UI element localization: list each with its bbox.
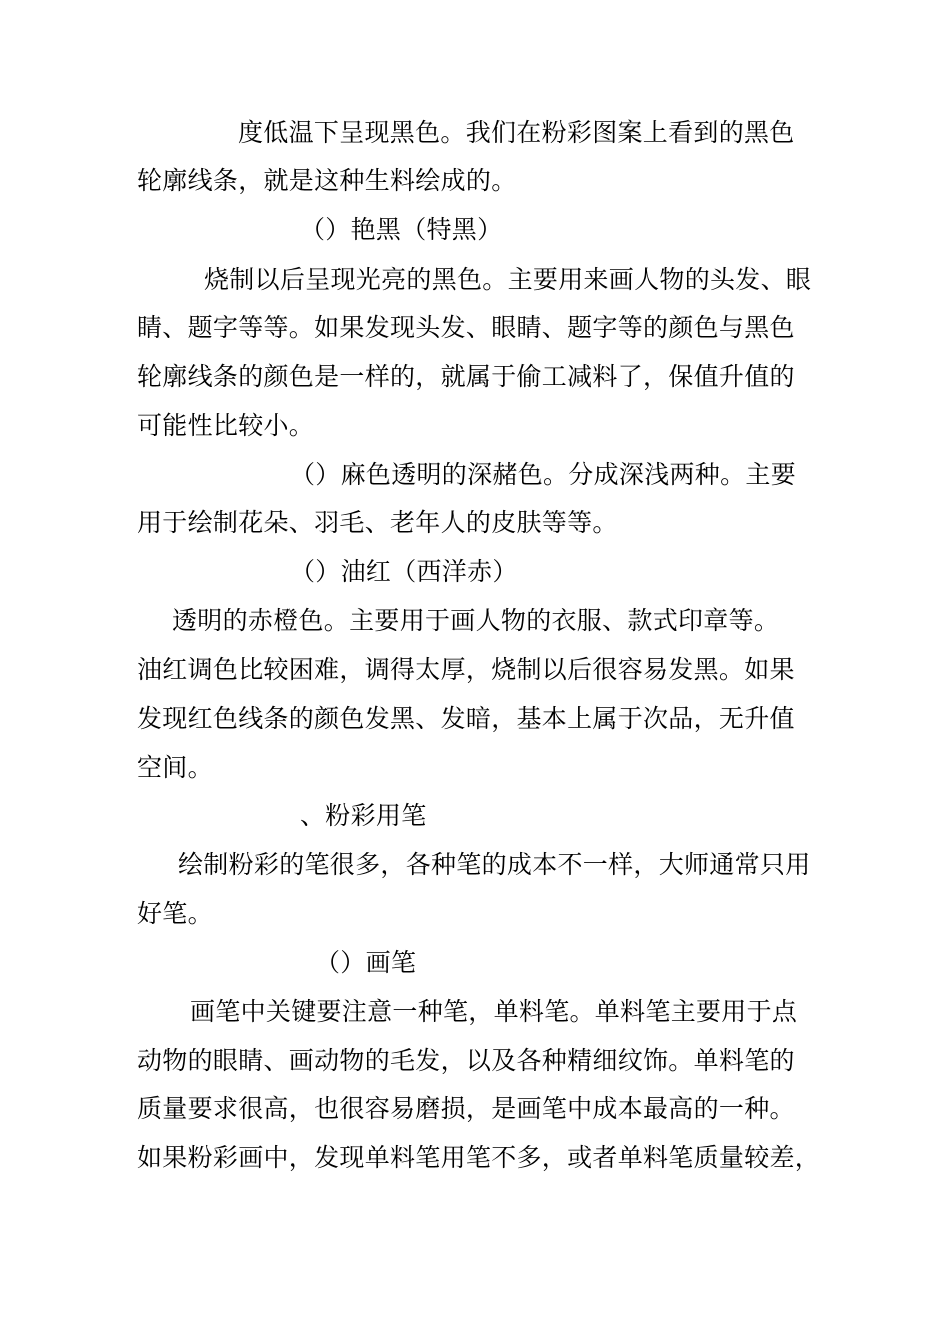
paragraph-line: 可能性比较小。 xyxy=(137,411,315,440)
paragraph-line: 轮廓线条，就是这种生料绘成的。 xyxy=(137,166,517,195)
paragraph-line: 度低温下呈现黑色。我们在粉彩图案上看到的黑色 xyxy=(238,118,795,147)
section-heading: （）麻色透明的深赭色。分成深浅两种。主要 xyxy=(290,460,797,489)
paragraph-line: 油红调色比较困难，调得太厚，烧制以后很容易发黑。如果 xyxy=(137,655,795,684)
paragraph-line: 如果粉彩画中，发现单料笔用笔不多，或者单料笔质量较差， xyxy=(137,1143,821,1172)
paragraph-line: 动物的眼睛、画动物的毛发，以及各种精细纹饰。单料笔的 xyxy=(137,1046,795,1075)
paragraph-line: 画笔中关键要注意一种笔，单料笔。单料笔主要用于点 xyxy=(190,997,798,1026)
paragraph-line: 用于绘制花朵、羽毛、老年人的皮肤等等。 xyxy=(137,508,618,537)
paragraph-line: 绘制粉彩的笔很多，各种笔的成本不一样，大师通常只用 xyxy=(178,850,811,879)
paragraph-line: 轮廓线条的颜色是一样的，就属于偷工减料了，保值升值的 xyxy=(137,362,795,391)
section-heading: （）艳黑（特黑） xyxy=(300,215,503,244)
section-heading: 、粉彩用笔 xyxy=(300,801,427,830)
paragraph-line: 好笔。 xyxy=(137,899,213,928)
paragraph-line: 烧制以后呈现光亮的黑色。主要用来画人物的头发、眼 xyxy=(204,265,812,294)
paragraph-line: 透明的赤橙色。主要用于画人物的衣服、款式印章等。 xyxy=(172,606,780,635)
paragraph-line: 质量要求很高，也很容易磨损，是画笔中成本最高的一种。 xyxy=(137,1094,795,1123)
section-heading: （）油红（西洋赤） xyxy=(290,557,518,586)
paragraph-line: 发现红色线条的颜色发黑、发暗，基本上属于次品，无升值 xyxy=(137,704,795,733)
paragraph-line: 睛、题字等等。如果发现头发、眼睛、题字等的颜色与黑色 xyxy=(137,313,795,342)
paragraph-line: 空间。 xyxy=(137,753,213,782)
section-heading: （）画笔 xyxy=(315,948,417,977)
